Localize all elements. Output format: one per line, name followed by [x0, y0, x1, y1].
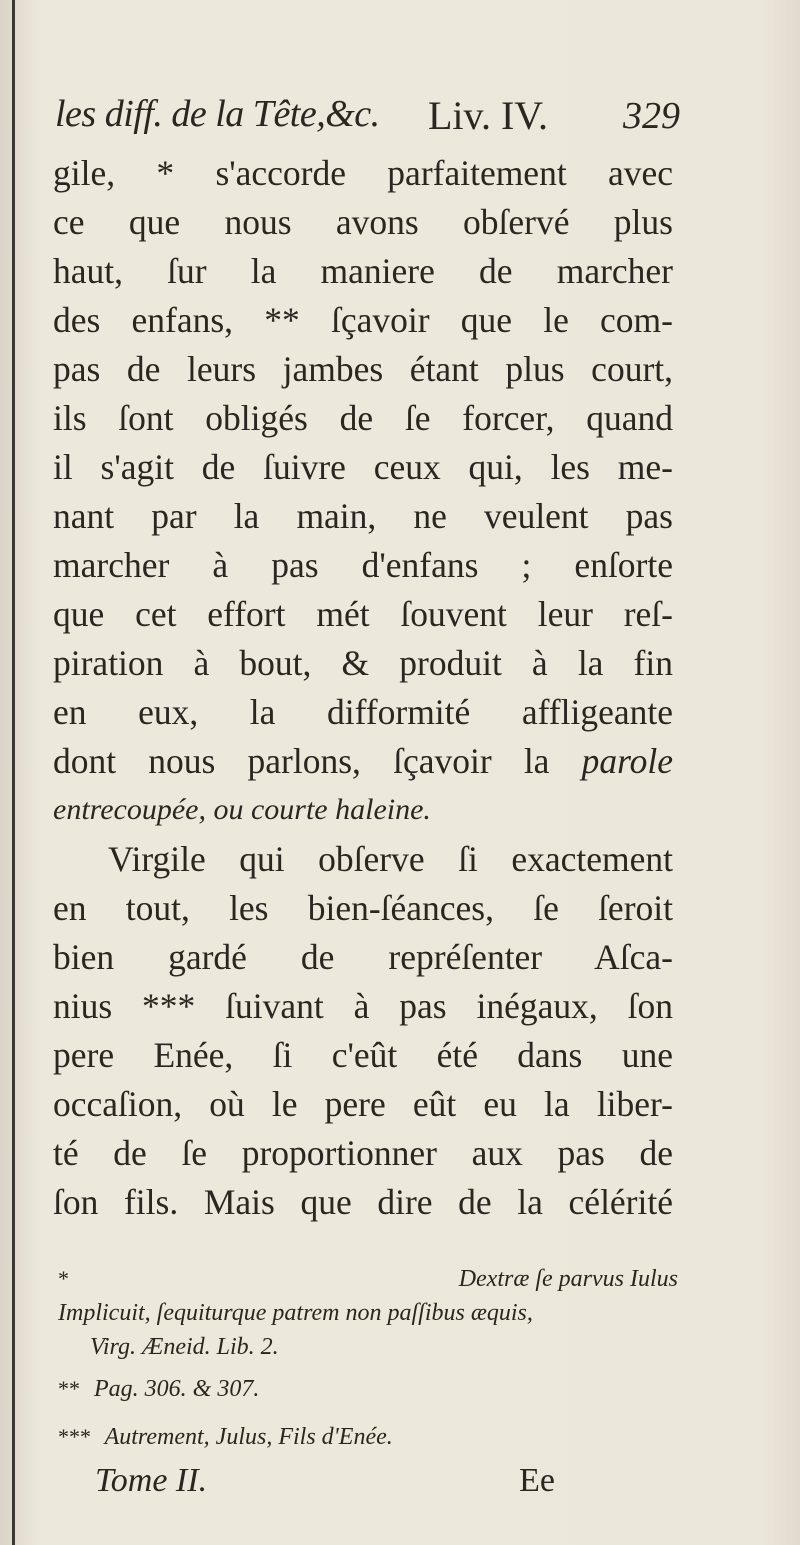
text-line: gile, * s'accorde parfaitement avec	[53, 153, 673, 193]
footnote-text: Dextræ ſe parvus Iulus	[458, 1266, 678, 1292]
text-line: nant par la main, ne veulent pas	[53, 496, 673, 536]
text-span: dont nous parlons, ſçavoir la	[53, 741, 550, 781]
volume-label: Tome II.	[95, 1462, 208, 1499]
text-line: pas de leurs jambes étant plus court,	[53, 349, 673, 389]
footnote-1-source: Virg. Æneid. Lib. 2.	[90, 1334, 279, 1360]
running-head: les diff. de la Tête,&c.	[55, 93, 380, 135]
footnote-2	[58, 1372, 678, 1406]
footnote-marker: ***	[58, 1424, 91, 1449]
text-line: ce que nous avons obſervé plus	[53, 202, 673, 242]
book-reference: Liv. IV.	[428, 93, 548, 138]
text-line: té de ſe proportionner aux pas de	[53, 1133, 673, 1173]
footnote-text: Autrement, Julus, Fils d'Enée.	[104, 1424, 393, 1450]
page-number: 329	[623, 95, 680, 137]
text-line: piration à bout, & produit à la fin	[53, 643, 673, 683]
footnote-marker: *	[58, 1266, 69, 1291]
page-header	[55, 92, 680, 152]
signature-mark: Ee	[519, 1462, 555, 1499]
binding-edge	[12, 0, 15, 1545]
text-line: il s'agit de ſuivre ceux qui, les me-	[53, 447, 673, 487]
text-line: bien gardé de repréſenter Aſca-	[53, 937, 673, 977]
footnote-1	[58, 1262, 678, 1296]
text-line: pere Enée, ſi c'eût été dans une	[53, 1035, 673, 1075]
text-line: marcher à pas d'enfans ; enſorte	[53, 545, 673, 585]
text-line: des enfans, ** ſçavoir que le com-	[53, 300, 673, 340]
text-line: en tout, les bien-ſéances, ſe ſeroit	[53, 888, 673, 928]
text-line	[53, 738, 673, 784]
text-line: Virgile qui obſerve ſi exactement	[108, 839, 673, 879]
footnote-3	[58, 1420, 678, 1454]
text-line: nius *** ſuivant à pas inégaux, ſon	[53, 986, 673, 1026]
text-line: occaſion, où le pere eût eu la liber-	[53, 1084, 673, 1124]
text-line: haut, ſur la maniere de marcher	[53, 251, 673, 291]
footnote-text: Pag. 306. & 307.	[94, 1376, 260, 1402]
text-line: que cet effort mét ſouvent leur reſ-	[53, 594, 673, 634]
text-line: entrecoupée, ou courte haleine.	[53, 793, 431, 826]
page-footer	[95, 1462, 555, 1512]
italic-word: parole	[581, 741, 674, 781]
text-line: ils ſont obligés de ſe forcer, quand	[53, 398, 673, 438]
footnote-1-cont: Implicuit, ſequiturque patrem non paſſibus æquis,	[58, 1300, 533, 1326]
text-line: ſon fils. Mais que dire de la célérité	[53, 1182, 673, 1222]
text-line: en eux, la difformité affligeante	[53, 692, 673, 732]
footnote-marker: **	[58, 1376, 80, 1401]
